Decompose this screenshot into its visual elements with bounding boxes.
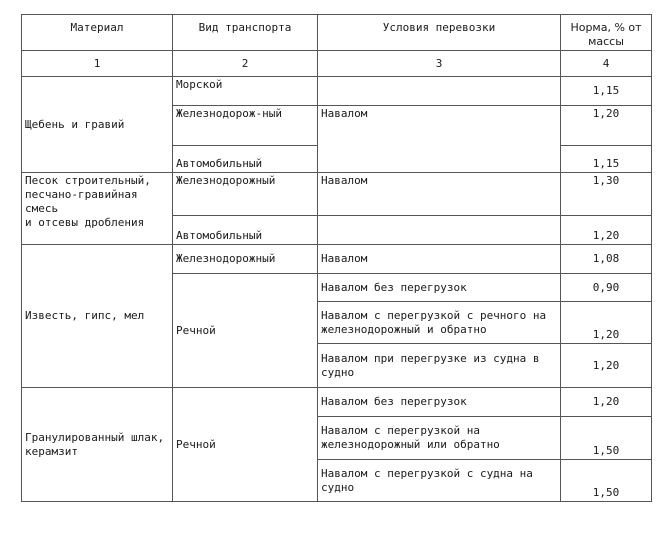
conditions-cell: Навалом при перегрузке из судна в судно <box>318 344 561 388</box>
norm-cell: 0,90 <box>561 274 652 302</box>
header-num-3: 3 <box>318 51 561 77</box>
header-conditions: Условия перевозки <box>318 15 561 51</box>
transport-cell: Железнодорожный <box>173 173 318 216</box>
transport-cell: Речной <box>173 388 318 502</box>
transport-cell: Автомобильный <box>173 146 318 173</box>
table-row <box>22 245 652 274</box>
norm-cell: 1,15 <box>561 146 652 173</box>
material-cell: Известь, гипс, мел <box>22 245 173 388</box>
header-number-row <box>22 51 652 77</box>
conditions-cell: Навалом <box>318 173 561 216</box>
conditions-cell: Навалом <box>318 106 561 173</box>
transport-cell: Морской <box>173 77 318 106</box>
header-num-1: 1 <box>22 51 173 77</box>
norm-cell: 1,15 <box>561 77 652 106</box>
table-row <box>22 388 652 417</box>
norm-cell: 1,08 <box>561 245 652 274</box>
conditions-cell: Навалом без перегрузок <box>318 388 561 417</box>
material-cell: Гранулированный шлак, керамзит <box>22 388 173 502</box>
header-row <box>22 15 652 51</box>
norm-cell: 1,20 <box>561 302 652 344</box>
norm-cell: 1,20 <box>561 344 652 388</box>
conditions-cell: Навалом без перегрузок <box>318 274 561 302</box>
conditions-cell <box>318 216 561 245</box>
norm-cell: 1,20 <box>561 388 652 417</box>
material-cell <box>22 173 173 245</box>
table-row <box>22 173 652 216</box>
conditions-cell <box>318 77 561 106</box>
header-num-4: 4 <box>561 51 652 77</box>
norm-cell: 1,20 <box>561 216 652 245</box>
conditions-cell: Навалом <box>318 245 561 274</box>
transport-cell: Речной <box>173 274 318 388</box>
material-cell: Щебень и гравий <box>22 77 173 173</box>
conditions-cell: Навалом с перегрузкой с судна на судно <box>318 460 561 502</box>
norm-cell: 1,50 <box>561 460 652 502</box>
transport-cell: Железнодорожный <box>173 245 318 274</box>
norm-cell: 1,50 <box>561 417 652 460</box>
header-material: Материал <box>22 15 173 51</box>
material-text: Песок строительный, песчано-гравийная смесь <box>25 174 151 215</box>
norms-table <box>21 14 652 502</box>
norm-cell: 1,30 <box>561 173 652 216</box>
material-text-continued: и отсевы дробления <box>25 216 145 229</box>
header-num-2: 2 <box>173 51 318 77</box>
transport-cell: Железнодорож-ный <box>173 106 318 146</box>
transport-cell: Автомобильный <box>173 216 318 245</box>
header-norm: Норма, % от массы <box>561 15 652 51</box>
conditions-cell: Навалом с перегрузкой на железнодорожный или обратно <box>318 417 561 460</box>
table-row <box>22 77 652 106</box>
norm-cell: 1,20 <box>561 106 652 146</box>
header-transport: Вид транспорта <box>173 15 318 51</box>
conditions-cell: Навалом с перегрузкой с речного на железнодорожный и обратно <box>318 302 561 344</box>
